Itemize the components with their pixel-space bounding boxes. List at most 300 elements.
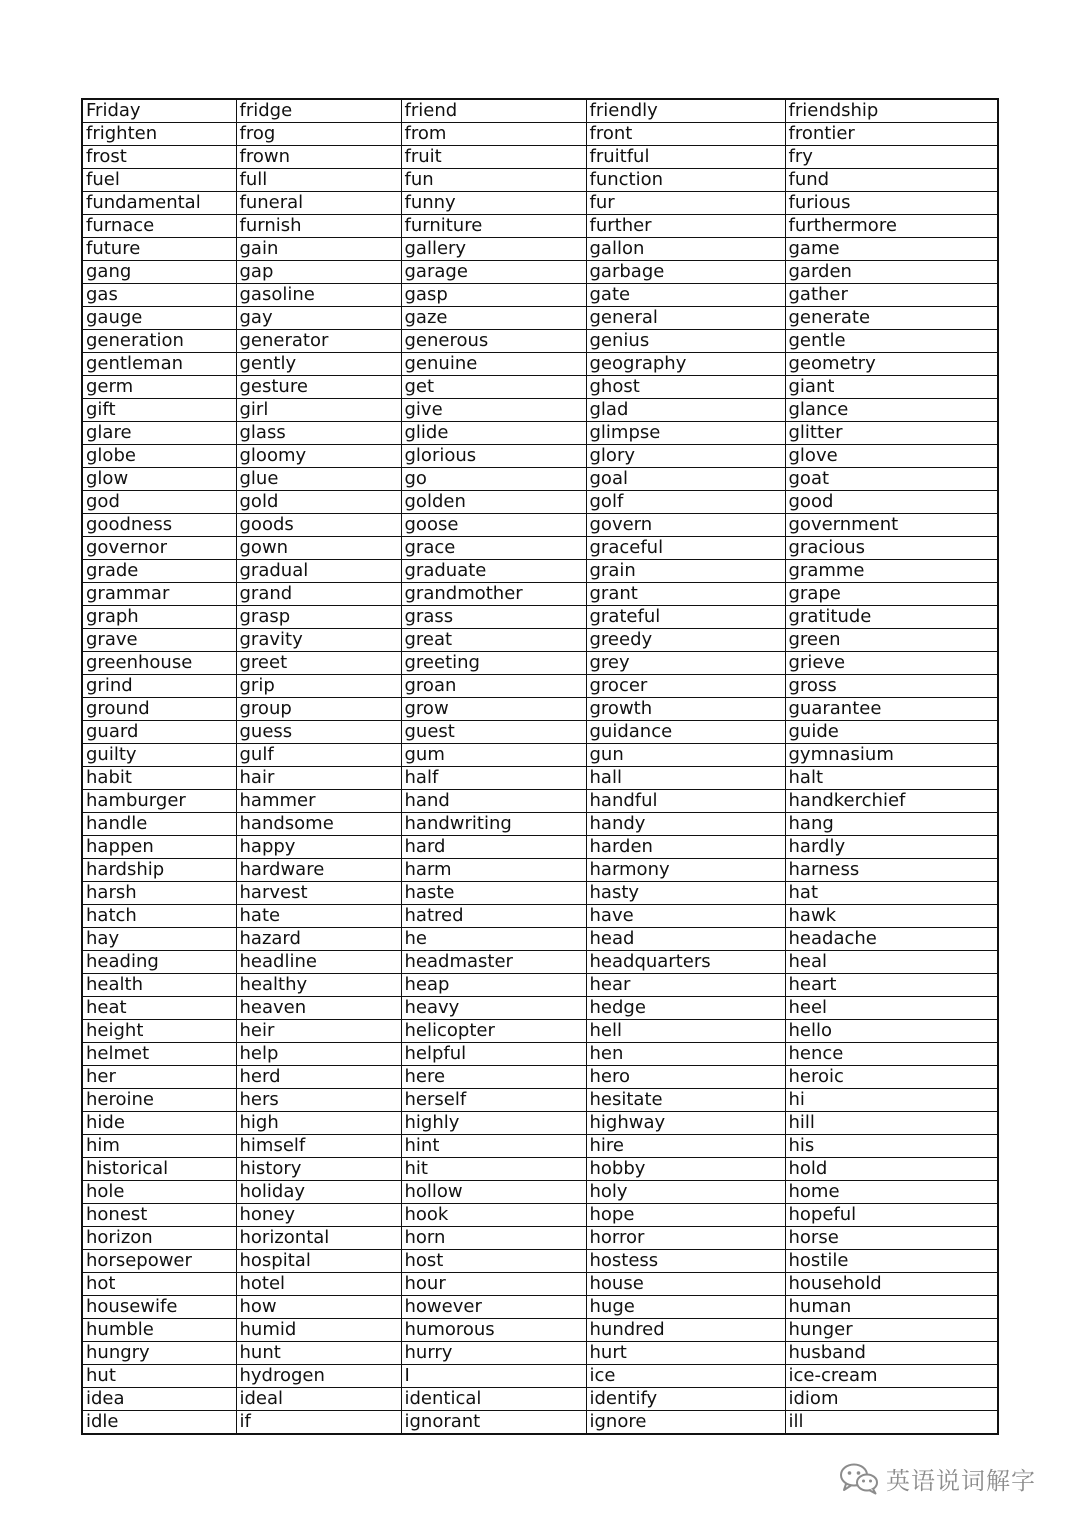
table-row bbox=[82, 1181, 998, 1204]
table-cell: harness bbox=[785, 859, 998, 882]
table-cell: glove bbox=[785, 445, 998, 468]
table-row bbox=[82, 744, 998, 767]
table-cell: hatch bbox=[82, 905, 236, 928]
table-row bbox=[82, 1089, 998, 1112]
table-cell: hatred bbox=[401, 905, 586, 928]
table-cell: hen bbox=[586, 1043, 785, 1066]
table-cell: general bbox=[586, 307, 785, 330]
table-cell: good bbox=[785, 491, 998, 514]
table-row bbox=[82, 1273, 998, 1296]
table-cell: friendly bbox=[586, 99, 785, 123]
table-cell: high bbox=[236, 1112, 401, 1135]
table-cell: gift bbox=[82, 399, 236, 422]
table-cell: generation bbox=[82, 330, 236, 353]
table-cell: gross bbox=[785, 675, 998, 698]
table-cell: govern bbox=[586, 514, 785, 537]
table-cell: house bbox=[586, 1273, 785, 1296]
table-cell: gun bbox=[586, 744, 785, 767]
table-cell: goat bbox=[785, 468, 998, 491]
table-cell: helicopter bbox=[401, 1020, 586, 1043]
table-cell: governor bbox=[82, 537, 236, 560]
table-cell: heel bbox=[785, 997, 998, 1020]
table-cell: hospital bbox=[236, 1250, 401, 1273]
table-cell: front bbox=[586, 123, 785, 146]
table-cell: goodness bbox=[82, 514, 236, 537]
table-row bbox=[82, 698, 998, 721]
table-cell: furious bbox=[785, 192, 998, 215]
table-cell: habit bbox=[82, 767, 236, 790]
table-cell: frontier bbox=[785, 123, 998, 146]
table-cell: fruit bbox=[401, 146, 586, 169]
table-cell: hay bbox=[82, 928, 236, 951]
table-cell: heart bbox=[785, 974, 998, 997]
table-cell: grain bbox=[586, 560, 785, 583]
table-cell: fund bbox=[785, 169, 998, 192]
table-cell: however bbox=[401, 1296, 586, 1319]
table-cell: genuine bbox=[401, 353, 586, 376]
table-cell: gently bbox=[236, 353, 401, 376]
table-cell: graph bbox=[82, 606, 236, 629]
table-cell: government bbox=[785, 514, 998, 537]
table-cell: greenhouse bbox=[82, 652, 236, 675]
table-cell: heat bbox=[82, 997, 236, 1020]
table-row bbox=[82, 1020, 998, 1043]
table-cell: honest bbox=[82, 1204, 236, 1227]
table-cell: heaven bbox=[236, 997, 401, 1020]
table-row bbox=[82, 813, 998, 836]
table-cell: geometry bbox=[785, 353, 998, 376]
table-cell: garden bbox=[785, 261, 998, 284]
table-cell: growth bbox=[586, 698, 785, 721]
table-cell: glass bbox=[236, 422, 401, 445]
table-cell: golden bbox=[401, 491, 586, 514]
table-cell: glance bbox=[785, 399, 998, 422]
table-cell: hire bbox=[586, 1135, 785, 1158]
table-cell: hit bbox=[401, 1158, 586, 1181]
table-cell: gesture bbox=[236, 376, 401, 399]
table-cell: gather bbox=[785, 284, 998, 307]
table-cell: horizontal bbox=[236, 1227, 401, 1250]
table-cell: guess bbox=[236, 721, 401, 744]
table-cell: hurry bbox=[401, 1342, 586, 1365]
table-cell: horse bbox=[785, 1227, 998, 1250]
table-cell: ice bbox=[586, 1365, 785, 1388]
table-cell: frighten bbox=[82, 123, 236, 146]
table-cell: gramme bbox=[785, 560, 998, 583]
table-row bbox=[82, 997, 998, 1020]
table-cell: hello bbox=[785, 1020, 998, 1043]
table-cell: ideal bbox=[236, 1388, 401, 1411]
table-row bbox=[82, 169, 998, 192]
table-cell: hedge bbox=[586, 997, 785, 1020]
table-cell: hydrogen bbox=[236, 1365, 401, 1388]
vocabulary-table-body bbox=[82, 99, 998, 1434]
table-cell: gap bbox=[236, 261, 401, 284]
table-cell: generous bbox=[401, 330, 586, 353]
table-cell: hang bbox=[785, 813, 998, 836]
table-cell: gauge bbox=[82, 307, 236, 330]
table-cell: goods bbox=[236, 514, 401, 537]
table-cell: holiday bbox=[236, 1181, 401, 1204]
table-cell: heroic bbox=[785, 1066, 998, 1089]
table-cell: graceful bbox=[586, 537, 785, 560]
table-cell: furnace bbox=[82, 215, 236, 238]
table-cell: identify bbox=[586, 1388, 785, 1411]
table-cell: honey bbox=[236, 1204, 401, 1227]
table-cell: heroine bbox=[82, 1089, 236, 1112]
table-row bbox=[82, 974, 998, 997]
table-cell: hint bbox=[401, 1135, 586, 1158]
table-cell: fun bbox=[401, 169, 586, 192]
table-cell: grieve bbox=[785, 652, 998, 675]
table-cell: helmet bbox=[82, 1043, 236, 1066]
table-cell: grocer bbox=[586, 675, 785, 698]
table-cell: hers bbox=[236, 1089, 401, 1112]
table-row bbox=[82, 284, 998, 307]
table-cell: handkerchief bbox=[785, 790, 998, 813]
table-cell: hand bbox=[401, 790, 586, 813]
table-cell: game bbox=[785, 238, 998, 261]
table-row bbox=[82, 1388, 998, 1411]
table-cell: human bbox=[785, 1296, 998, 1319]
table-row bbox=[82, 721, 998, 744]
table-cell: historical bbox=[82, 1158, 236, 1181]
table-cell: funny bbox=[401, 192, 586, 215]
table-cell: hell bbox=[586, 1020, 785, 1043]
table-row bbox=[82, 307, 998, 330]
table-cell: hammer bbox=[236, 790, 401, 813]
table-cell: hunger bbox=[785, 1319, 998, 1342]
table-cell: gallery bbox=[401, 238, 586, 261]
table-row bbox=[82, 928, 998, 951]
table-row bbox=[82, 1066, 998, 1089]
table-cell: generator bbox=[236, 330, 401, 353]
table-cell: hole bbox=[82, 1181, 236, 1204]
table-cell: goal bbox=[586, 468, 785, 491]
table-cell: hotel bbox=[236, 1273, 401, 1296]
watermark bbox=[838, 1458, 1036, 1498]
table-cell: groan bbox=[401, 675, 586, 698]
table-cell: grip bbox=[236, 675, 401, 698]
table-row bbox=[82, 1411, 998, 1435]
table-row bbox=[82, 652, 998, 675]
table-cell: garage bbox=[401, 261, 586, 284]
table-cell: hazard bbox=[236, 928, 401, 951]
table-cell: guilty bbox=[82, 744, 236, 767]
table-cell: harden bbox=[586, 836, 785, 859]
table-cell: fridge bbox=[236, 99, 401, 123]
table-cell: gradual bbox=[236, 560, 401, 583]
table-cell: ignore bbox=[586, 1411, 785, 1435]
table-cell: glare bbox=[82, 422, 236, 445]
table-cell: hobby bbox=[586, 1158, 785, 1181]
table-cell: greet bbox=[236, 652, 401, 675]
table-cell: gallon bbox=[586, 238, 785, 261]
wechat-icon bbox=[838, 1461, 880, 1495]
table-cell: hate bbox=[236, 905, 401, 928]
table-cell: funeral bbox=[236, 192, 401, 215]
table-cell: headquarters bbox=[586, 951, 785, 974]
table-cell: function bbox=[586, 169, 785, 192]
table-cell: horn bbox=[401, 1227, 586, 1250]
table-cell: head bbox=[586, 928, 785, 951]
table-cell: grammar bbox=[82, 583, 236, 606]
table-cell: harm bbox=[401, 859, 586, 882]
table-row bbox=[82, 905, 998, 928]
table-cell: friend bbox=[401, 99, 586, 123]
table-cell: humid bbox=[236, 1319, 401, 1342]
table-cell: her bbox=[82, 1066, 236, 1089]
table-cell: harvest bbox=[236, 882, 401, 905]
table-cell: gracious bbox=[785, 537, 998, 560]
table-cell: gown bbox=[236, 537, 401, 560]
table-cell: hi bbox=[785, 1089, 998, 1112]
table-cell: guidance bbox=[586, 721, 785, 744]
table-cell: ill bbox=[785, 1411, 998, 1435]
table-row bbox=[82, 1365, 998, 1388]
table-cell: greedy bbox=[586, 629, 785, 652]
table-cell: harmony bbox=[586, 859, 785, 882]
table-cell: idle bbox=[82, 1411, 236, 1435]
table-row bbox=[82, 606, 998, 629]
table-cell: how bbox=[236, 1296, 401, 1319]
table-cell: I bbox=[401, 1365, 586, 1388]
table-cell: gloomy bbox=[236, 445, 401, 468]
table-cell: furthermore bbox=[785, 215, 998, 238]
table-cell: greeting bbox=[401, 652, 586, 675]
table-cell: his bbox=[785, 1135, 998, 1158]
table-row bbox=[82, 882, 998, 905]
table-cell: have bbox=[586, 905, 785, 928]
table-cell: health bbox=[82, 974, 236, 997]
table-cell: gum bbox=[401, 744, 586, 767]
table-cell: grateful bbox=[586, 606, 785, 629]
table-cell: herd bbox=[236, 1066, 401, 1089]
table-cell: harsh bbox=[82, 882, 236, 905]
table-row bbox=[82, 376, 998, 399]
table-cell: frog bbox=[236, 123, 401, 146]
table-cell: get bbox=[401, 376, 586, 399]
table-cell: highway bbox=[586, 1112, 785, 1135]
table-cell: hall bbox=[586, 767, 785, 790]
table-row bbox=[82, 491, 998, 514]
table-row bbox=[82, 1135, 998, 1158]
table-cell: glad bbox=[586, 399, 785, 422]
table-cell: humble bbox=[82, 1319, 236, 1342]
table-row bbox=[82, 836, 998, 859]
table-cell: hostess bbox=[586, 1250, 785, 1273]
table-cell: god bbox=[82, 491, 236, 514]
watermark-text: 英语说词解字 bbox=[886, 1466, 1036, 1495]
table-cell: grey bbox=[586, 652, 785, 675]
table-cell: hope bbox=[586, 1204, 785, 1227]
table-cell: if bbox=[236, 1411, 401, 1435]
table-row bbox=[82, 238, 998, 261]
table-cell: handwriting bbox=[401, 813, 586, 836]
table-cell: ghost bbox=[586, 376, 785, 399]
table-cell: hopeful bbox=[785, 1204, 998, 1227]
table-cell: genius bbox=[586, 330, 785, 353]
table-cell: hungry bbox=[82, 1342, 236, 1365]
table-cell: heir bbox=[236, 1020, 401, 1043]
table-row bbox=[82, 560, 998, 583]
table-cell: gold bbox=[236, 491, 401, 514]
table-row bbox=[82, 583, 998, 606]
table-cell: go bbox=[401, 468, 586, 491]
table-cell: gentleman bbox=[82, 353, 236, 376]
table-cell: helpful bbox=[401, 1043, 586, 1066]
table-row bbox=[82, 261, 998, 284]
table-cell: ignorant bbox=[401, 1411, 586, 1435]
table-cell: headline bbox=[236, 951, 401, 974]
table-cell: herself bbox=[401, 1089, 586, 1112]
table-cell: graduate bbox=[401, 560, 586, 583]
table-cell: idea bbox=[82, 1388, 236, 1411]
table-cell: heal bbox=[785, 951, 998, 974]
table-cell: hardship bbox=[82, 859, 236, 882]
table-cell: holy bbox=[586, 1181, 785, 1204]
table-cell: Friday bbox=[82, 99, 236, 123]
table-cell: further bbox=[586, 215, 785, 238]
table-cell: group bbox=[236, 698, 401, 721]
table-cell: furnish bbox=[236, 215, 401, 238]
table-cell: glue bbox=[236, 468, 401, 491]
table-cell: ice-cream bbox=[785, 1365, 998, 1388]
table-cell: halt bbox=[785, 767, 998, 790]
table-cell: happen bbox=[82, 836, 236, 859]
table-row bbox=[82, 675, 998, 698]
table-cell: glitter bbox=[785, 422, 998, 445]
table-cell: golf bbox=[586, 491, 785, 514]
table-cell: glory bbox=[586, 445, 785, 468]
table-cell: glimpse bbox=[586, 422, 785, 445]
table-row bbox=[82, 468, 998, 491]
table-cell: globe bbox=[82, 445, 236, 468]
table-cell: hero bbox=[586, 1066, 785, 1089]
table-cell: handsome bbox=[236, 813, 401, 836]
table-row bbox=[82, 1158, 998, 1181]
table-cell: grandmother bbox=[401, 583, 586, 606]
table-cell: hot bbox=[82, 1273, 236, 1296]
table-cell: history bbox=[236, 1158, 401, 1181]
table-cell: gang bbox=[82, 261, 236, 284]
table-cell: girl bbox=[236, 399, 401, 422]
table-cell: hesitate bbox=[586, 1089, 785, 1112]
table-cell: grind bbox=[82, 675, 236, 698]
table-row bbox=[82, 859, 998, 882]
table-cell: gentle bbox=[785, 330, 998, 353]
table-cell: here bbox=[401, 1066, 586, 1089]
table-cell: guard bbox=[82, 721, 236, 744]
table-cell: great bbox=[401, 629, 586, 652]
table-cell: hostile bbox=[785, 1250, 998, 1273]
table-row bbox=[82, 1112, 998, 1135]
table-cell: humorous bbox=[401, 1319, 586, 1342]
table-cell: full bbox=[236, 169, 401, 192]
table-cell: friendship bbox=[785, 99, 998, 123]
table-row bbox=[82, 951, 998, 974]
table-cell: goose bbox=[401, 514, 586, 537]
table-row bbox=[82, 790, 998, 813]
table-cell: identical bbox=[401, 1388, 586, 1411]
table-cell: gasp bbox=[401, 284, 586, 307]
table-row bbox=[82, 1296, 998, 1319]
table-cell: gain bbox=[236, 238, 401, 261]
table-cell: hurt bbox=[586, 1342, 785, 1365]
table-cell: housewife bbox=[82, 1296, 236, 1319]
table-cell: gulf bbox=[236, 744, 401, 767]
table-cell: help bbox=[236, 1043, 401, 1066]
table-row bbox=[82, 399, 998, 422]
table-row bbox=[82, 767, 998, 790]
table-cell: guarantee bbox=[785, 698, 998, 721]
table-cell: gasoline bbox=[236, 284, 401, 307]
table-cell: ground bbox=[82, 698, 236, 721]
table-cell: horror bbox=[586, 1227, 785, 1250]
table-cell: gaze bbox=[401, 307, 586, 330]
table-cell: home bbox=[785, 1181, 998, 1204]
table-cell: gymnasium bbox=[785, 744, 998, 767]
table-cell: hence bbox=[785, 1043, 998, 1066]
table-cell: highly bbox=[401, 1112, 586, 1135]
table-row bbox=[82, 537, 998, 560]
table-cell: hardly bbox=[785, 836, 998, 859]
table-cell: he bbox=[401, 928, 586, 951]
table-cell: hook bbox=[401, 1204, 586, 1227]
table-cell: grade bbox=[82, 560, 236, 583]
table-row bbox=[82, 1227, 998, 1250]
table-cell: handful bbox=[586, 790, 785, 813]
table-cell: handle bbox=[82, 813, 236, 836]
table-cell: gas bbox=[82, 284, 236, 307]
table-cell: give bbox=[401, 399, 586, 422]
table-row bbox=[82, 445, 998, 468]
table-cell: glow bbox=[82, 468, 236, 491]
table-cell: hamburger bbox=[82, 790, 236, 813]
table-cell: heading bbox=[82, 951, 236, 974]
table-cell: hunt bbox=[236, 1342, 401, 1365]
table-cell: frown bbox=[236, 146, 401, 169]
table-cell: hide bbox=[82, 1112, 236, 1135]
table-cell: headmaster bbox=[401, 951, 586, 974]
table-cell: hold bbox=[785, 1158, 998, 1181]
table-cell: grass bbox=[401, 606, 586, 629]
table-cell: grape bbox=[785, 583, 998, 606]
table-cell: garbage bbox=[586, 261, 785, 284]
vocabulary-table bbox=[81, 98, 999, 1435]
table-row bbox=[82, 1250, 998, 1273]
table-cell: from bbox=[401, 123, 586, 146]
table-row bbox=[82, 123, 998, 146]
table-row bbox=[82, 1204, 998, 1227]
table-cell: guest bbox=[401, 721, 586, 744]
table-cell: fry bbox=[785, 146, 998, 169]
table-row bbox=[82, 1043, 998, 1066]
table-cell: frost bbox=[82, 146, 236, 169]
table-row bbox=[82, 330, 998, 353]
table-cell: grace bbox=[401, 537, 586, 560]
table-cell: glide bbox=[401, 422, 586, 445]
table-row bbox=[82, 353, 998, 376]
table-cell: husband bbox=[785, 1342, 998, 1365]
table-cell: hasty bbox=[586, 882, 785, 905]
table-cell: fur bbox=[586, 192, 785, 215]
table-row bbox=[82, 1342, 998, 1365]
table-row bbox=[82, 1319, 998, 1342]
table-cell: fuel bbox=[82, 169, 236, 192]
table-cell: grow bbox=[401, 698, 586, 721]
table-cell: him bbox=[82, 1135, 236, 1158]
